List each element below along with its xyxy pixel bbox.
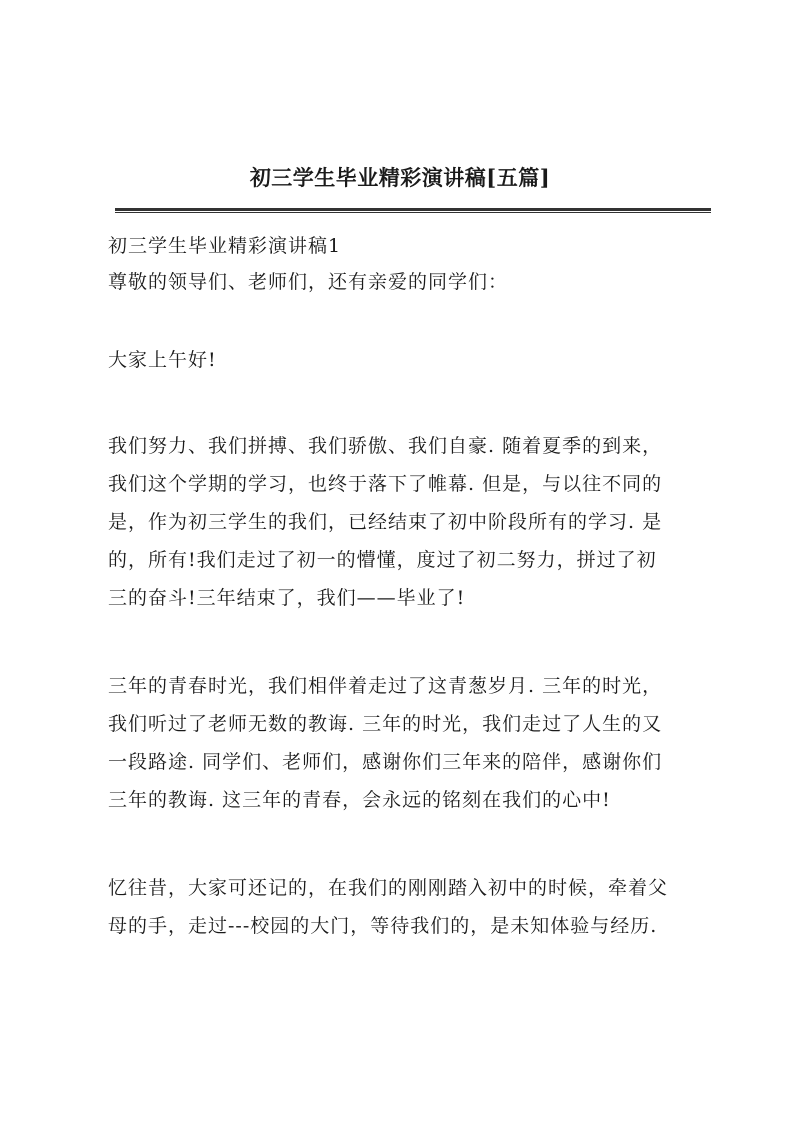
paragraph-3 <box>108 869 713 945</box>
paragraph-line: 的，所有!我们走过了初一的懵懂，度过了初二努力，拼过了初 <box>108 549 657 571</box>
greeting: 大家上午好! <box>108 349 217 371</box>
section-subtitle: 初三学生毕业精彩演讲稿1 <box>108 235 342 257</box>
paragraph-2 <box>108 667 713 819</box>
salutation: 尊敬的领导们、老师们，还有亲爱的同学们： <box>108 271 509 293</box>
document-body <box>108 232 713 945</box>
paragraph-line: 三年的青春时光，我们相伴着走过了这青葱岁月. 三年的时光， <box>108 675 663 697</box>
paragraph-1 <box>108 427 713 617</box>
title-divider <box>115 208 711 213</box>
paragraph-line: 三的奋斗!三年结束了，我们——毕业了! <box>108 587 466 609</box>
paragraph-line: 一段路途. 同学们、老师们，感谢你们三年来的陪伴，感谢你们 <box>108 751 663 773</box>
document-title: 初三学生毕业精彩演讲稿[五篇] <box>249 165 551 190</box>
paragraph-line: 是，作为初三学生的我们，已经结束了初中阶段所有的学习. 是 <box>108 511 663 533</box>
paragraph-line: 忆往昔，大家可还记的，在我们的刚刚踏入初中的时候，牵着父 <box>108 877 669 899</box>
paragraph-line: 我们这个学期的学习，也终于落下了帷幕. 但是，与以往不同的 <box>108 473 663 495</box>
paragraph-line: 三年的教诲. 这三年的青春，会永远的铭刻在我们的心中! <box>108 789 611 811</box>
paragraph-line: 母的手，走过---校园的大门，等待我们的，是未知体验与经历. <box>108 915 658 937</box>
paragraph-line: 我们听过了老师无数的教诲. 三年的时光，我们走过了人生的又 <box>108 713 663 735</box>
paragraph-line: 我们努力、我们拼搏、我们骄傲、我们自豪. 随着夏季的到来， <box>108 435 663 457</box>
